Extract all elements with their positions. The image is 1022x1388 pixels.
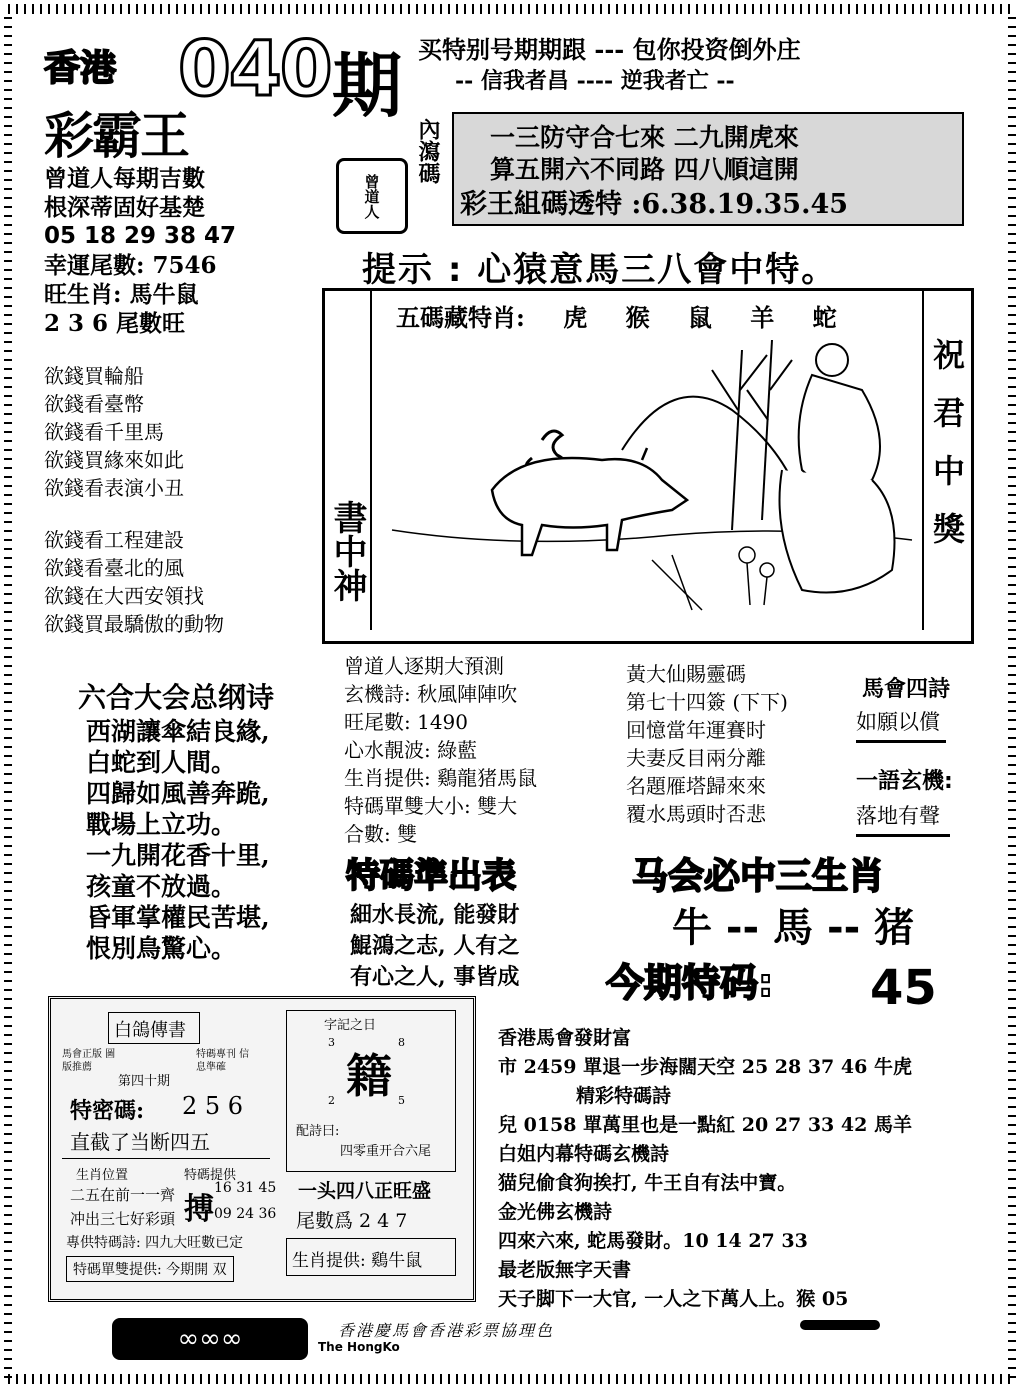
brand-bottom: 彩霸王 bbox=[44, 107, 188, 165]
inner-code-logo bbox=[336, 158, 408, 234]
fortune-line: 精彩特碼詩 bbox=[576, 1085, 672, 1107]
pigeon-note-left: 馬會正版 圖版推薦 bbox=[62, 1049, 116, 1073]
want-money-list-2 bbox=[44, 526, 224, 638]
footer-logo-mark: ∞∞∞ bbox=[177, 1324, 243, 1354]
prediction-line: 心水靚波: 綠藍 bbox=[344, 738, 478, 762]
info-line: 2 3 6 尾數旺 bbox=[44, 310, 186, 337]
pigeon-single-double: 特碼單雙提供: 今期開 双 bbox=[66, 1256, 234, 1282]
prediction-line: 合數: 雙 bbox=[344, 822, 418, 846]
word-char: 籍 bbox=[346, 1049, 392, 1103]
boar bbox=[492, 448, 687, 555]
frame-left bbox=[4, 10, 12, 1378]
fortune-line: 市 2459 單退一步海闊天空 25 28 37 46 牛虎 bbox=[498, 1056, 912, 1078]
info-line: 根深蒂固好基楚 bbox=[44, 194, 205, 221]
fortune-line: 香港馬會發財富 bbox=[498, 1027, 632, 1049]
pigeon-tail-nums-1: 16 31 45 bbox=[214, 1180, 277, 1196]
horse-poem-value2: 落地有聲 bbox=[856, 800, 950, 837]
fortune-line: 猫兒偷食狗挨打, 牛王自有法中寶。 bbox=[498, 1172, 797, 1194]
inner-code-logo-text: 曾道人 bbox=[362, 173, 381, 219]
poem-line: 昏軍掌權民苦堪, bbox=[86, 903, 270, 932]
issue-number bbox=[178, 24, 331, 113]
frame-right bbox=[1008, 10, 1016, 1378]
info-line: 幸運尾數: 7546 bbox=[44, 252, 217, 279]
prediction-line: 生肖提供: 鷄龍猪馬鼠 bbox=[344, 766, 538, 790]
slogan-sub: -- 信我者昌 ---- 逆我者亡 -- bbox=[455, 68, 735, 94]
three-zodiac-title: 马会必中三生肖 bbox=[632, 856, 885, 897]
prediction-line: 旺尾數: 1490 bbox=[344, 710, 468, 734]
list-item: 欲錢看千里馬 bbox=[44, 420, 164, 444]
huang-line: 第七十四簽 (下下) bbox=[626, 690, 788, 714]
pigeon-tail-nums-2: 09 24 36 bbox=[214, 1206, 277, 1222]
inner-code-line-1: 一三防守合七來 二九開虎來 bbox=[490, 123, 799, 152]
horse-poem-title2: 一語玄機: bbox=[856, 769, 953, 794]
list-item: 欲錢買輪船 bbox=[44, 364, 144, 388]
word-title: 字記之日 bbox=[324, 1018, 377, 1033]
horse-poem-title: 馬會四詩 bbox=[862, 677, 951, 702]
special-line: 鯤鴻之志, 人有之 bbox=[350, 933, 520, 959]
footer-banner: 香港慶馬會香港彩票協理色 bbox=[338, 1321, 555, 1340]
poem-line: 白蛇到人間。 bbox=[86, 748, 237, 777]
illustration bbox=[372, 330, 918, 628]
special-table-body bbox=[350, 900, 519, 993]
footer-right-mark bbox=[800, 1320, 880, 1330]
frame-top bbox=[8, 4, 1014, 14]
huang-line: 名題雁塔歸來來 bbox=[626, 774, 766, 798]
poem-line: 四歸如風善奔跪, bbox=[86, 779, 270, 808]
lady-figure bbox=[780, 344, 895, 593]
peishi-value: 四零重开合六尾 bbox=[340, 1144, 432, 1159]
footer-logo bbox=[112, 1318, 308, 1360]
poem-line: 孩童不放過。 bbox=[86, 872, 237, 901]
pigeon-title: 白鴿傳書 bbox=[114, 1020, 186, 1041]
pigeon-exclusive: 專供特碼詩: 四九大旺數已定 bbox=[66, 1235, 244, 1251]
inner-code-side-label: 內瀉碼 bbox=[415, 118, 441, 184]
inner-code-line-3: 彩王組碼透特 :6.38.19.35.45 bbox=[460, 189, 849, 220]
footer-logo-text: The HongKo bbox=[318, 1340, 400, 1354]
poem-line: 恨別鳥驚心。 bbox=[86, 934, 237, 963]
fortune-line: 金光佛玄機詩 bbox=[498, 1201, 613, 1223]
picture-right-vertical: 祝君中獎 bbox=[928, 338, 966, 570]
prediction-line: 曾道人逐期大預測 bbox=[344, 654, 504, 678]
fortune-line: 四來六來, 蛇馬發財。10 14 27 33 bbox=[498, 1230, 808, 1252]
pigeon-pos-label: 生肖位置 bbox=[76, 1168, 129, 1183]
special-line: 有心之人, 事皆成 bbox=[350, 964, 520, 990]
list-item: 欲錢看表演小丑 bbox=[44, 476, 184, 500]
list-item: 欲錢看工程建設 bbox=[44, 528, 184, 552]
inner-code-line-2: 算五開六不同路 四八順這開 bbox=[490, 155, 799, 184]
picture-caption: 五碼藏特肖: 虎 猴 鼠 羊 蛇 bbox=[396, 303, 837, 332]
list-item: 欲錢買最驕傲的動物 bbox=[44, 612, 224, 636]
brand-top: 香港 bbox=[44, 48, 117, 89]
want-money-list-1 bbox=[44, 362, 184, 502]
issue-number-value: 040 bbox=[178, 24, 331, 113]
flowers bbox=[652, 547, 774, 610]
pigeon-zodiac-line: 生肖提供: 鷄牛鼠 bbox=[292, 1251, 423, 1271]
pigeon-tail-label: 特碼提供 bbox=[184, 1168, 237, 1183]
fortune-line: 最老版無字天書 bbox=[498, 1259, 632, 1281]
list-item: 欲錢看臺北的風 bbox=[44, 556, 184, 580]
this-issue-value: 45 bbox=[870, 960, 937, 1016]
pigeon-tail-line: 尾數爲 2 4 7 bbox=[296, 1210, 408, 1232]
pigeon-special-label: 特密碼: bbox=[70, 1098, 145, 1124]
info-line: 曾道人每期吉數 bbox=[44, 165, 205, 192]
pigeon-clue: 直截了当断四五 bbox=[70, 1130, 210, 1154]
list-item: 欲錢買緣來如此 bbox=[44, 448, 184, 472]
slogan-main: 买特别号期期跟 --- 包你投资倒外庄 bbox=[418, 35, 801, 64]
pigeon-issue: 第四十期 bbox=[118, 1074, 171, 1089]
fortune-line: 白姐内幕特碼玄機詩 bbox=[498, 1143, 670, 1165]
horse-poem-value: 如願以償 bbox=[856, 706, 946, 743]
poem-body bbox=[86, 716, 270, 964]
poem-line: 一九開花香十里, bbox=[86, 841, 270, 870]
list-item: 欲錢看臺幣 bbox=[44, 392, 144, 416]
prediction-line: 特碼單雙大小: 雙大 bbox=[344, 794, 518, 818]
fortune-line: 天子脚下一大官, 一人之下萬人上。猴 05 bbox=[498, 1288, 849, 1310]
pigeon-special-value: 2 5 6 bbox=[182, 1092, 244, 1120]
word-num-bl: 2 bbox=[328, 1094, 335, 1107]
hint-text: 提示 : 心猿意馬三八會中特。 bbox=[362, 250, 838, 290]
three-zodiac-value: 牛 -- 馬 -- 猪 bbox=[672, 905, 915, 951]
pigeon-tail-char: 搏 bbox=[184, 1192, 214, 1227]
word-num-tr: 8 bbox=[398, 1036, 405, 1049]
huang-line: 覆水馬頭时否悲 bbox=[626, 802, 766, 826]
special-table-title: 特碼準出表 bbox=[346, 856, 516, 896]
issue-suffix: 期 bbox=[332, 45, 402, 127]
pigeon-pos-line-1: 二五在前一一齊 bbox=[70, 1186, 176, 1204]
word-num-br: 5 bbox=[398, 1094, 405, 1107]
huang-block bbox=[626, 660, 788, 828]
pigeon-note-right: 特碼專刊 信息準確 bbox=[196, 1049, 250, 1073]
prediction-line: 玄機詩: 秋風陣陣吹 bbox=[344, 682, 518, 706]
frame-bottom bbox=[8, 1374, 1014, 1384]
info-line: 旺生肖: 馬牛鼠 bbox=[44, 281, 199, 308]
this-issue-label: 今期特码: bbox=[606, 961, 774, 1005]
huang-line: 夫妻反目兩分離 bbox=[626, 746, 766, 770]
huang-line: 黃大仙賜靈碼 bbox=[626, 662, 746, 686]
picture-left-vertical: 書中神 bbox=[327, 500, 367, 602]
list-item: 欲錢在大西安領找 bbox=[44, 584, 204, 608]
word-num-tl: 3 bbox=[328, 1036, 335, 1049]
poem-line: 戰場上立功。 bbox=[86, 810, 237, 839]
prediction-block bbox=[344, 652, 537, 848]
pigeon-divider bbox=[62, 1158, 270, 1159]
special-line: 細水長流, 能發財 bbox=[350, 902, 520, 928]
pigeon-head-line: 一头四八正旺盛 bbox=[298, 1180, 432, 1202]
left-info bbox=[44, 164, 236, 338]
pigeon-pos-line-2: 冲出三七好彩頭 bbox=[70, 1210, 176, 1228]
info-line: 05 18 29 38 47 bbox=[44, 223, 237, 249]
poem-line: 西湖讓傘結良緣, bbox=[86, 717, 270, 746]
fortune-line: 兒 0158 單萬里也是一點紅 20 27 33 42 馬羊 bbox=[498, 1114, 912, 1136]
huang-line: 回憶當年運賽时 bbox=[626, 718, 766, 742]
poem-title: 六合大会总纲诗 bbox=[78, 681, 275, 714]
fortune-block bbox=[498, 1024, 912, 1314]
peishi-label: 配詩曰: bbox=[296, 1124, 340, 1139]
